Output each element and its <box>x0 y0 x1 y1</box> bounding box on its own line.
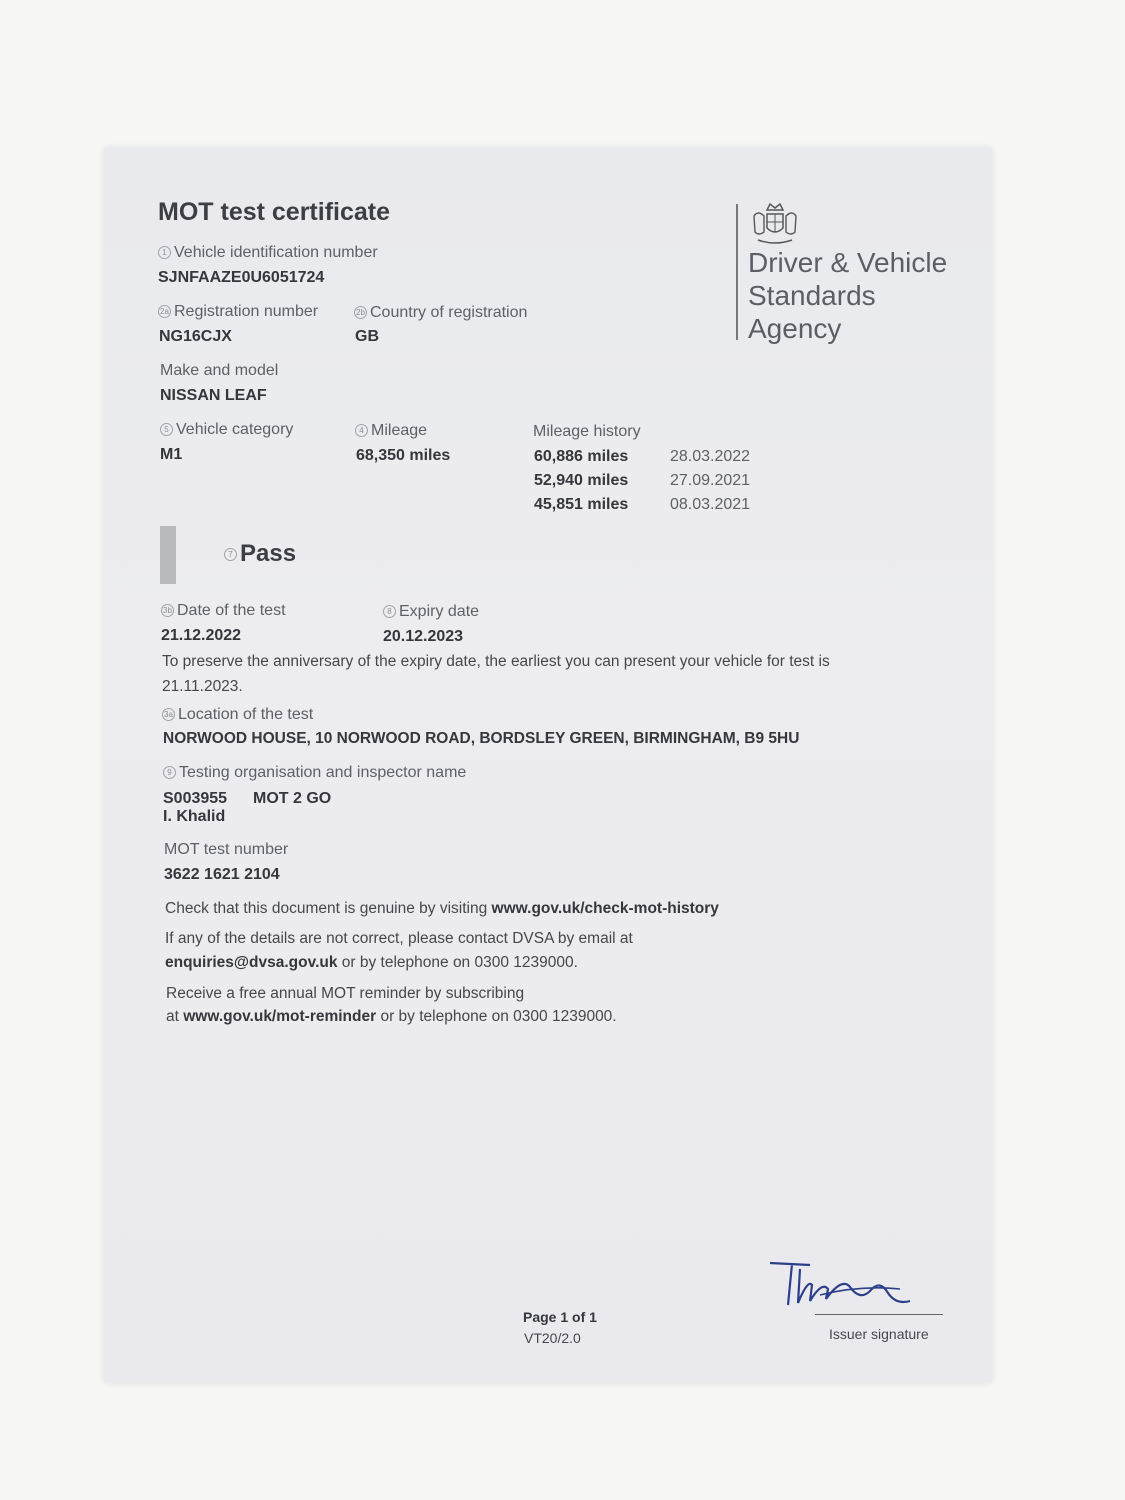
country-value: GB <box>355 328 379 345</box>
mileage-history-date: 27.09.2021 <box>670 472 751 489</box>
test-date-label: 3b Date of the test <box>161 602 286 620</box>
field-number: 8 <box>383 605 396 618</box>
signature-line <box>815 1314 943 1315</box>
inspector-name: I. Khalid <box>163 808 226 825</box>
result-pass: 7 Pass <box>224 540 296 568</box>
contact-line1: If any of the details are not correct, please contact DVSA by email at <box>165 930 633 947</box>
test-date-value: 21.12.2022 <box>161 627 242 644</box>
field-number: 4 <box>355 424 368 437</box>
field-number: 5 <box>160 423 173 436</box>
test-number-value: 3622 1621 2104 <box>164 866 280 883</box>
field-number: 3b <box>161 604 174 617</box>
mileage-label: 4 Mileage <box>355 422 427 440</box>
organisation-name: MOT 2 GO <box>253 790 332 807</box>
pass-bar <box>160 526 176 584</box>
handwritten-signature <box>770 1255 920 1315</box>
field-number: 1 <box>158 246 171 259</box>
test-number-label: MOT test number <box>164 841 289 858</box>
page-number: Page 1 of 1 <box>523 1309 597 1325</box>
vin-label: 1 Vehicle identification number <box>158 244 378 262</box>
organisation-code: S003955 <box>163 790 228 807</box>
registration-value: NG16CJX <box>159 328 232 345</box>
make-model-value: NISSAN LEAF <box>160 387 267 404</box>
make-model-label: Make and model <box>160 362 279 379</box>
mileage-history-date: 08.03.2021 <box>670 496 751 513</box>
country-label: 2b Country of registration <box>354 304 527 322</box>
mileage-history-date: 28.03.2022 <box>670 448 751 465</box>
preserve-note-line2: 21.11.2023. <box>162 678 243 695</box>
agency-name: Driver & Vehicle Standards Agency <box>748 247 948 344</box>
mileage-history-miles: 45,851 miles <box>534 496 629 513</box>
logo-rule <box>736 204 738 340</box>
field-number: 2b <box>354 306 367 319</box>
mileage-history-miles: 60,886 miles <box>534 448 629 465</box>
vin-value: SJNFAAZE0U6051724 <box>158 269 325 286</box>
mileage-value: 68,350 miles <box>356 447 451 464</box>
field-number: 9 <box>163 766 176 779</box>
category-label: 5 Vehicle category <box>160 421 293 439</box>
category-value: M1 <box>160 446 183 463</box>
check-mot-link[interactable]: www.gov.uk/check-mot-history <box>491 900 719 917</box>
mileage-history-label: Mileage history <box>533 423 641 440</box>
location-value: NORWOOD HOUSE, 10 NORWOOD ROAD, BORDSLEY GREEN, BIRMINGHAM, B9 5HU <box>163 730 800 747</box>
registration-label: 2a Registration number <box>158 303 318 321</box>
signature-label: Issuer signature <box>829 1326 929 1342</box>
mot-reminder-link[interactable]: www.gov.uk/mot-reminder <box>183 1008 377 1025</box>
location-label: 3a Location of the test <box>162 706 313 724</box>
reminder-line2: at www.gov.uk/mot-reminder or by telephone on 0300 1239000. <box>166 1008 617 1025</box>
field-number: 3a <box>162 708 175 721</box>
contact-email-link[interactable]: enquiries@dvsa.gov.uk <box>165 954 338 971</box>
preserve-note-line1: To preserve the anniversary of the expiry date, the earliest you can present your vehicle for test is <box>162 653 830 670</box>
mileage-history-miles: 52,940 miles <box>534 472 629 489</box>
contact-line2: enquiries@dvsa.gov.uk or by telephone on 0300 1239000. <box>165 954 578 971</box>
document-title: MOT test certificate <box>158 198 391 226</box>
royal-coat-of-arms-icon <box>750 202 800 246</box>
organisation-label: 9 Testing organisation and inspector name <box>163 764 466 782</box>
expiry-label: 8 Expiry date <box>383 603 479 621</box>
genuine-check-text: Check that this document is genuine by visiting www.gov.uk/check-mot-history <box>165 900 719 917</box>
form-code: VT20/2.0 <box>524 1330 581 1346</box>
expiry-value: 20.12.2023 <box>383 628 464 645</box>
field-number: 7 <box>224 548 237 561</box>
reminder-line1: Receive a free annual MOT reminder by subscribing <box>166 985 525 1002</box>
field-number: 2a <box>158 305 171 318</box>
